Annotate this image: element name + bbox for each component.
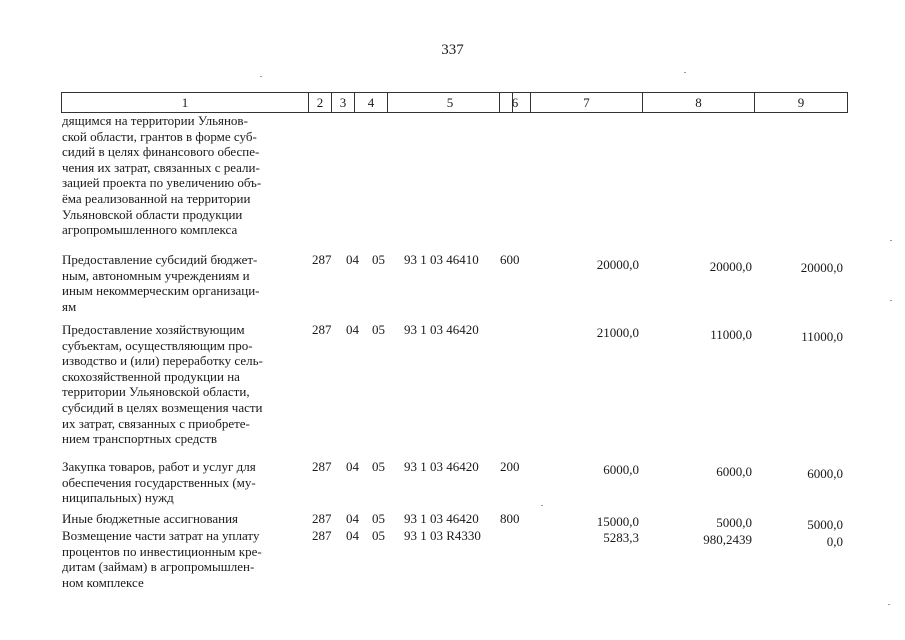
cell-amount-8: 5000,0: [716, 515, 752, 530]
row-description: Иные бюджетные ассигнования: [62, 511, 239, 526]
cell-section: 04: [346, 252, 359, 267]
cell-target-article: 93 1 03 46420: [404, 459, 479, 474]
cell-section: 04: [346, 322, 359, 337]
cell-target-article: 93 1 03 R4330: [404, 528, 481, 543]
cell-amount-8: 20000,0: [709, 259, 752, 274]
cell-amount-8: 980,2439: [703, 532, 752, 547]
cell-expense-type: 800: [500, 511, 520, 526]
cell-grbs: 287: [312, 528, 332, 543]
row-description: Предоставление субсидий бюджет- ным, автономным учреждениям и иным некоммерческим организаци- ям: [62, 252, 260, 314]
cell-subsection: 05: [372, 511, 385, 526]
cell-grbs: 287: [312, 511, 332, 526]
cell-amount-8: 11000,0: [710, 327, 752, 342]
cell-amount-7: 5283,3: [603, 530, 639, 545]
cell-section: 04: [346, 511, 359, 526]
scan-speck: [541, 505, 543, 506]
cell-amount-9: 20000,0: [800, 260, 843, 275]
scan-speck: [684, 72, 686, 73]
header-col-3: 3: [331, 92, 355, 113]
cell-grbs: 287: [312, 322, 332, 337]
cell-subsection: 05: [372, 252, 385, 267]
cell-amount-9: 11000,0: [801, 329, 843, 344]
cell-section: 04: [346, 528, 359, 543]
cell-amount-9: 0,0: [826, 534, 843, 549]
header-col-7: 7: [530, 92, 643, 113]
cell-target-article: 93 1 03 46410: [404, 252, 479, 267]
row-description: Закупка товаров, работ и услуг для обеспечения государственных (му- ниципальных) нужд: [62, 459, 256, 506]
header-col-5: 5: [387, 92, 513, 113]
scan-speck: [888, 604, 890, 605]
cell-target-article: 93 1 03 46420: [404, 511, 479, 526]
cell-amount-9: 6000,0: [807, 466, 843, 481]
scan-speck: [890, 300, 892, 301]
cell-amount-7: 6000,0: [603, 462, 639, 477]
cell-expense-type: 200: [500, 459, 520, 474]
scan-speck: [260, 76, 262, 77]
header-col-6: 6: [499, 92, 531, 113]
row-description: Возмещение части затрат на уплату процентов по инвестиционным кре- дитам (займам) в агропромышлен- ном комплексе: [62, 528, 262, 590]
cell-grbs: 287: [312, 459, 332, 474]
cell-grbs: 287: [312, 252, 332, 267]
page-number: 337: [441, 42, 464, 58]
cell-amount-7: 15000,0: [596, 514, 639, 529]
cell-section: 04: [346, 459, 359, 474]
cell-amount-8: 6000,0: [716, 464, 752, 479]
cell-subsection: 05: [372, 459, 385, 474]
cell-amount-9: 5000,0: [807, 517, 843, 532]
cell-expense-type: 600: [500, 252, 520, 267]
header-col-4: 4: [354, 92, 388, 113]
header-col-9: 9: [754, 92, 848, 113]
scan-speck: [890, 240, 892, 241]
cell-subsection: 05: [372, 528, 385, 543]
cell-amount-7: 21000,0: [596, 325, 639, 340]
cell-target-article: 93 1 03 46420: [404, 322, 479, 337]
row-description: дящимся на территории Ульянов- ской области, грантов в форме суб- сидий в целях финансового обеспе- чения их затрат, связанных с реали- зацией проекта по увеличению объ- ёма реализованной на территории Ульяновской области продукции агропромышленного комплекса: [62, 113, 262, 238]
cell-subsection: 05: [372, 322, 385, 337]
header-col-1: 1: [61, 92, 309, 113]
header-col-2: 2: [308, 92, 332, 113]
row-description: Предоставление хозяйствующим субъектам, осуществляющим про- изводство и (или) переработку сель- скохозяйственной продукции на территории Ульяновской области, субсидий в целях возмещения части их затрат, связанных с приобрете- нием транспортных средств: [62, 322, 263, 447]
header-col-8: 8: [642, 92, 755, 113]
cell-amount-7: 20000,0: [596, 257, 639, 272]
